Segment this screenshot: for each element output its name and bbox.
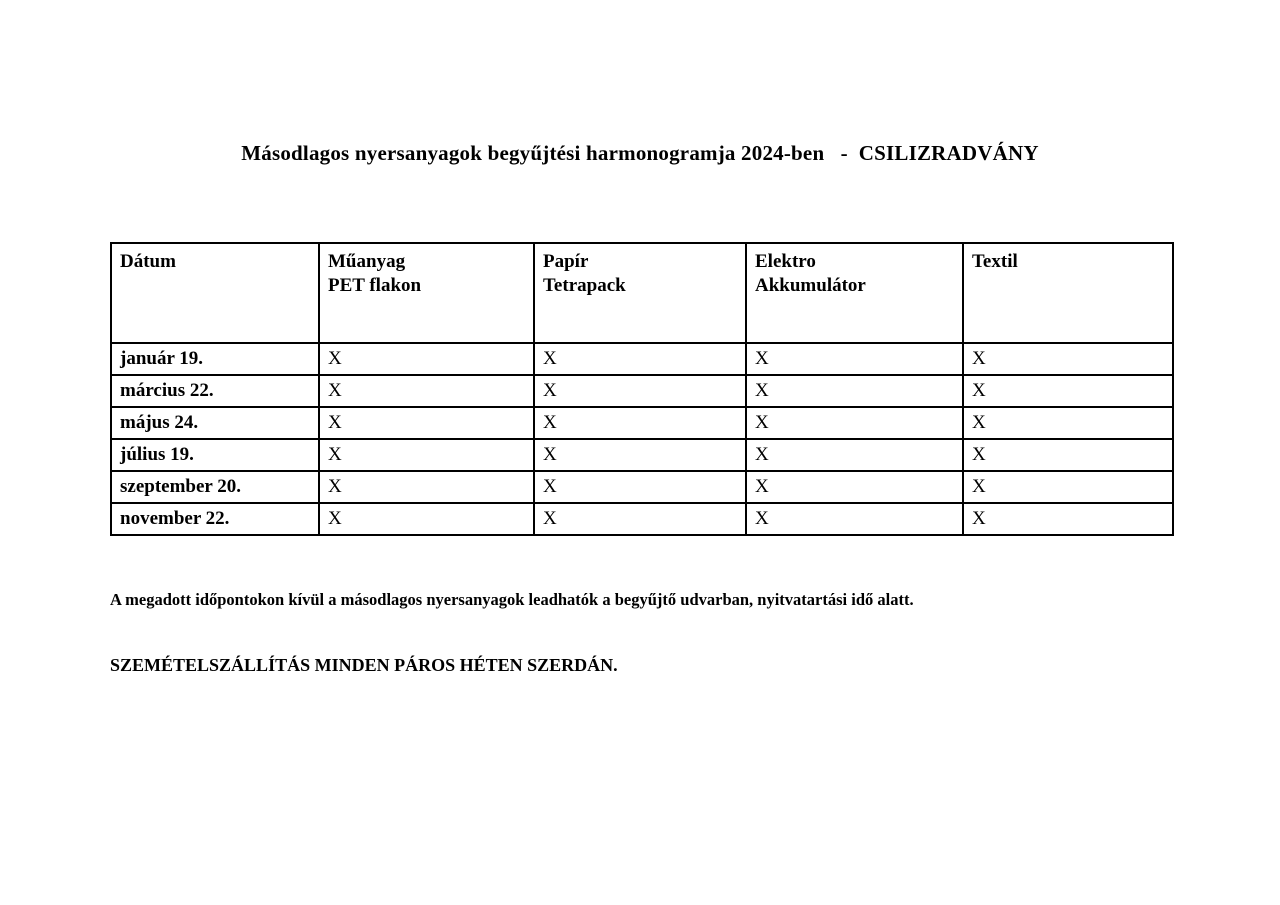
mark-cell: X — [746, 407, 963, 439]
table-row — [111, 503, 1173, 535]
mark-cell: X — [746, 375, 963, 407]
mark-cell: X — [746, 503, 963, 535]
mark-cell: X — [319, 375, 534, 407]
table-row — [111, 343, 1173, 375]
mark-cell: X — [963, 407, 1173, 439]
header-elektro — [746, 243, 963, 343]
date-cell: január 19. — [111, 343, 319, 375]
date-cell: március 22. — [111, 375, 319, 407]
table-row — [111, 439, 1173, 471]
table-header-row — [111, 243, 1173, 343]
document-title: Másodlagos nyersanyagok begyűjtési harmonogramja 2024-ben - CSILIZRADVÁNY — [241, 141, 1039, 165]
header-line: Műanyag — [328, 251, 406, 272]
mark-cell: X — [319, 343, 534, 375]
mark-cell: X — [534, 503, 746, 535]
mark-cell: X — [534, 343, 746, 375]
mark-cell: X — [319, 503, 534, 535]
collection-schedule-table — [110, 242, 1174, 536]
waste-collection-notice: SZEMÉTELSZÁLLÍTÁS MINDEN PÁROS HÉTEN SZERDÁN. — [110, 655, 618, 675]
header-textil — [963, 243, 1173, 343]
header-line: Elektro — [755, 251, 816, 272]
header-muanyag — [319, 243, 534, 343]
mark-cell: X — [963, 375, 1173, 407]
mark-cell: X — [963, 439, 1173, 471]
date-cell: május 24. — [111, 407, 319, 439]
table-row — [111, 375, 1173, 407]
header-datum — [111, 243, 319, 343]
date-cell: szeptember 20. — [111, 471, 319, 503]
header-line: Dátum — [120, 251, 176, 272]
mark-cell: X — [746, 343, 963, 375]
mark-cell: X — [746, 471, 963, 503]
header-line: Papír — [543, 251, 589, 272]
table-row — [111, 407, 1173, 439]
header-line: Textil — [972, 251, 1018, 272]
mark-cell: X — [534, 375, 746, 407]
date-cell: november 22. — [111, 503, 319, 535]
table-row — [111, 471, 1173, 503]
mark-cell: X — [746, 439, 963, 471]
mark-cell: X — [963, 503, 1173, 535]
mark-cell: X — [534, 407, 746, 439]
header-line: Akkumulátor — [755, 274, 866, 296]
mark-cell: X — [319, 471, 534, 503]
mark-cell: X — [963, 343, 1173, 375]
mark-cell: X — [534, 439, 746, 471]
header-papir — [534, 243, 746, 343]
mark-cell: X — [319, 407, 534, 439]
mark-cell: X — [319, 439, 534, 471]
date-cell: július 19. — [111, 439, 319, 471]
mark-cell: X — [534, 471, 746, 503]
mark-cell: X — [963, 471, 1173, 503]
header-line: Tetrapack — [543, 274, 626, 296]
header-line: PET flakon — [328, 274, 422, 296]
drop-off-note: A megadott időpontokon kívül a másodlagos nyersanyagok leadhatók a begyűjtő udvarban, nyitvatartási idő alatt. — [110, 590, 914, 609]
